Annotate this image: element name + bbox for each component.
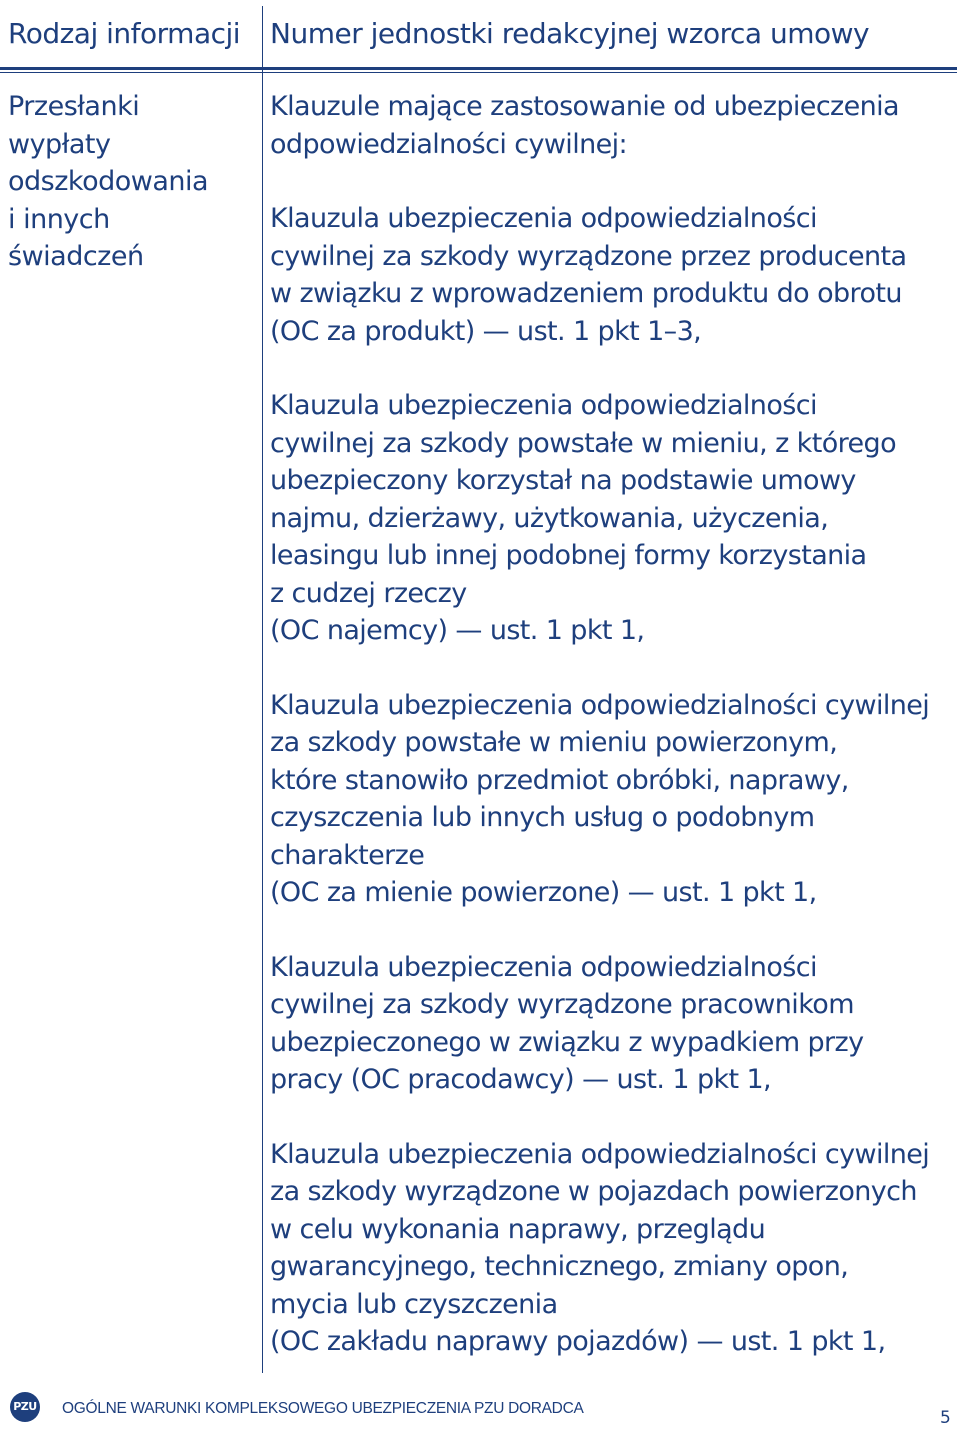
column-header-info-type: Rodzaj informacji bbox=[8, 17, 241, 50]
column-header-unit-number: Numer jednostki redakcyjnej wzorca umowy bbox=[270, 17, 870, 50]
clause-oc-entrusted-property: Klauzula ubezpieczenia odpowiedzialności cywilnej za szkody powstałe w mieniu powierzonym, które stanowiło przedmiot obróbki, naprawy, czyszczenia lub innych usług o podobnym charakterze (OC za mienie powierzone) — ust. 1 pkt 1, bbox=[270, 689, 930, 908]
column-divider bbox=[262, 6, 263, 1373]
clause-oc-product: Klauzula ubezpieczenia odpowiedzialności cywilnej za szkody wyrządzone przez producenta w związku z wprowadzeniem produktu do obrotu (OC za produkt) — ust. 1 pkt 1–3, bbox=[270, 203, 907, 347]
table-header bbox=[0, 0, 960, 72]
row-label: Przesłanki wypłaty odszkodowania i innych świadczeń bbox=[8, 91, 209, 272]
clause-oc-tenant: Klauzula ubezpieczenia odpowiedzialności cywilnej za szkody powstałe w mieniu, z którego ubezpieczony korzystał na podstawie umowy najmu, dzierżawy, użytkowania, użyczenia, leasingu lub innej podobnej formy korzystania z cudzej rzeczy (OC najemcy) — ust. 1 pkt 1, bbox=[270, 390, 896, 646]
clause-oc-employer: Klauzula ubezpieczenia odpowiedzialności cywilnej za szkody wyrządzone pracownikom ubezpieczonego w związku z wypadkiem przy pracy (OC pracodawcy) — ust. 1 pkt 1, bbox=[270, 951, 864, 1095]
page-footer bbox=[0, 1388, 960, 1434]
clause-intro: Klauzule mające zastosowanie od ubezpieczenia odpowiedzialności cywilnej: bbox=[270, 91, 900, 160]
pzu-logo: PZU bbox=[10, 1392, 40, 1422]
clause-oc-vehicle-repair: Klauzula ubezpieczenia odpowiedzialności cywilnej za szkody wyrządzone w pojazdach powierzonych w celu wykonania naprawy, przeglądu gwarancyjnego, technicznego, zmiany opon, mycia lub czyszczenia (OC zakładu naprawy pojazdów) — ust. 1 pkt 1, bbox=[270, 1138, 930, 1357]
page-number: 5 bbox=[940, 1408, 951, 1428]
footer-title: OGÓLNE WARUNKI KOMPLEKSOWEGO UBEZPIECZENIA PZU DORADCA bbox=[62, 1400, 584, 1417]
header-divider-thin bbox=[0, 72, 957, 73]
row-content bbox=[270, 88, 958, 1361]
header-divider-thick bbox=[0, 67, 957, 70]
